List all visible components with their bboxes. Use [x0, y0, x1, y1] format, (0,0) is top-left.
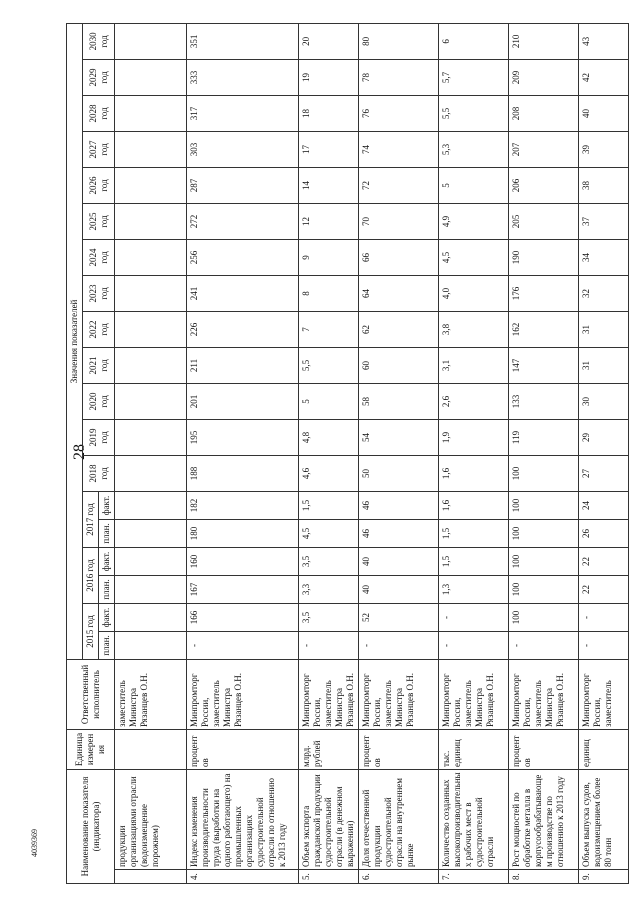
header-year: 2020 год	[83, 383, 115, 419]
value-cell: 5	[299, 383, 359, 419]
header-year: 2026 год	[83, 167, 115, 203]
indicators-table	[66, 23, 629, 884]
header-year: 2018 год	[83, 455, 115, 491]
value-cell: 5,5	[299, 347, 359, 383]
value-cell: 46	[359, 491, 439, 519]
header-year: 2027 год	[83, 131, 115, 167]
value-cell: 147	[509, 347, 579, 383]
value-cell: -	[579, 603, 629, 631]
table-row	[579, 23, 629, 883]
value-cell: 66	[359, 239, 439, 275]
value-cell: 46	[359, 519, 439, 547]
header-unit: Единица измерения	[67, 729, 115, 769]
header-year: 2021 год	[83, 347, 115, 383]
header-values-group: Значения показателей	[67, 23, 83, 659]
value-cell: 17	[299, 131, 359, 167]
value-cell: 351	[187, 23, 299, 59]
value-cell: 30	[579, 383, 629, 419]
table-row	[439, 23, 509, 883]
row-number: 9.	[579, 870, 629, 884]
table-row	[299, 23, 359, 883]
value-cell: -	[439, 631, 509, 659]
row-number: 5.	[299, 870, 359, 884]
value-cell: 31	[579, 347, 629, 383]
indicator-name: Рост мощностей по обработке металла в корпусообрабатывающем производстве по отношению к 2013 году	[509, 769, 579, 869]
unit-cell: тыс. единиц	[439, 729, 509, 769]
indicator-name: Доля отечественной продукции судостроительной отрасли на внутреннем рынке	[359, 769, 439, 869]
value-cell: 22	[579, 575, 629, 603]
unit-cell: процентов	[509, 729, 579, 769]
value-cell: 58	[359, 383, 439, 419]
header-plan: план.	[99, 631, 115, 659]
header-indicator-name: Наименование показателя (индикатора)	[67, 769, 115, 883]
value-cell: 7	[299, 311, 359, 347]
value-cell: 2,6	[439, 383, 509, 419]
value-cell: 182	[187, 491, 299, 519]
value-cell: 37	[579, 203, 629, 239]
value-cell: 119	[509, 419, 579, 455]
header-responsible: Ответственный исполнитель	[67, 659, 115, 729]
value-cell: 303	[187, 131, 299, 167]
header-fact: факт.	[99, 491, 115, 519]
value-cell: 22	[579, 547, 629, 575]
value-cell: 38	[579, 167, 629, 203]
row-number: 7.	[439, 870, 509, 884]
value-cell: 1,5	[439, 547, 509, 575]
value-cell: 3,5	[299, 603, 359, 631]
value-cell: -	[299, 631, 359, 659]
value-cell: 18	[299, 95, 359, 131]
row-number: 8.	[509, 870, 579, 884]
indicator-name: Количество созданных высокопроизводительных рабочих мест в судостроительной отрасли	[439, 769, 509, 869]
value-cell: 317	[187, 95, 299, 131]
header-year: 2022 год	[83, 311, 115, 347]
value-cell: 50	[359, 455, 439, 491]
value-cell: 62	[359, 311, 439, 347]
unit-cell: единиц	[579, 729, 629, 769]
value-cell: 8	[299, 275, 359, 311]
value-cell: -	[439, 603, 509, 631]
row-number: 6.	[359, 870, 439, 884]
indicator-name: продукции организациями отрасли (водоизмещение порожнем)	[115, 769, 187, 869]
value-cell: 4,5	[439, 239, 509, 275]
value-cell: 100	[509, 491, 579, 519]
value-cell: 4,0	[439, 275, 509, 311]
value-cell: 190	[509, 239, 579, 275]
row-number: 4.	[187, 870, 299, 884]
indicator-name: Объем экспорта гражданской продукции судостроительной отрасли (в денежном выражении)	[299, 769, 359, 869]
responsible-cell: Минпромторг России, заместитель Министра Рязанцев О.Н.	[359, 659, 439, 729]
value-cell: 3,8	[439, 311, 509, 347]
value-cell: 1,6	[439, 491, 509, 519]
value-cell: 14	[299, 167, 359, 203]
header-year: 2025 год	[83, 203, 115, 239]
responsible-cell: Минпромторг России, заместитель Министра Рязанцев О.Н.	[439, 659, 509, 729]
rotated-table-container	[66, 24, 640, 884]
value-cell: 4,5	[299, 519, 359, 547]
value-cell: 256	[187, 239, 299, 275]
value-cell: 241	[187, 275, 299, 311]
value-cell: 211	[187, 347, 299, 383]
value-cell: 3,5	[299, 547, 359, 575]
value-cell: 40	[359, 575, 439, 603]
indicator-name: Объем выпуска судов, водоизмещением более 80 тонн	[579, 769, 629, 869]
value-cell: -	[509, 631, 579, 659]
responsible-cell: Минпромторг России, заместитель Министра Рязанцев О.Н.	[187, 659, 299, 729]
header-fact: факт.	[99, 547, 115, 575]
header-year: 2029 год	[83, 59, 115, 95]
value-cell: 4,8	[299, 419, 359, 455]
value-cell: 60	[359, 347, 439, 383]
value-cell: 1,5	[299, 491, 359, 519]
value-cell: 9	[299, 239, 359, 275]
value-cell: 31	[579, 311, 629, 347]
value-cell: 80	[359, 23, 439, 59]
value-cell: 20	[299, 23, 359, 59]
value-cell: 40	[579, 95, 629, 131]
value-cell: 29	[579, 419, 629, 455]
value-cell: 206	[509, 167, 579, 203]
value-cell: 226	[187, 311, 299, 347]
value-cell: 39	[579, 131, 629, 167]
value-cell: 1,3	[439, 575, 509, 603]
header-year: 2023 год	[83, 275, 115, 311]
value-cell: 100	[509, 455, 579, 491]
value-cell: 333	[187, 59, 299, 95]
header-plan: план.	[99, 575, 115, 603]
value-cell: 4,6	[299, 455, 359, 491]
value-cell: 19	[299, 59, 359, 95]
value-cell: 162	[509, 311, 579, 347]
unit-cell: млрд. рублей	[299, 729, 359, 769]
value-cell: 3,1	[439, 347, 509, 383]
document-code: 4039369	[30, 829, 39, 857]
table-row	[359, 23, 439, 883]
responsible-cell: Минпромторг России, заместитель Министра Рязанцев О.Н.	[299, 659, 359, 729]
value-cell: 176	[509, 275, 579, 311]
unit-cell: процентов	[359, 729, 439, 769]
value-cell: 5,3	[439, 131, 509, 167]
header-year-2015: 2015 год	[83, 603, 99, 659]
table-row-continuation	[115, 23, 187, 883]
header-year-2016: 2016 год	[83, 547, 99, 603]
value-cell: 3,3	[299, 575, 359, 603]
value-cell: 74	[359, 131, 439, 167]
table-body	[115, 23, 629, 883]
value-cell: 5,7	[439, 59, 509, 95]
header-year: 2028 год	[83, 95, 115, 131]
value-cell: 100	[509, 603, 579, 631]
value-cell: 100	[509, 519, 579, 547]
value-cell: 201	[187, 383, 299, 419]
value-cell: 180	[187, 519, 299, 547]
value-cell: 272	[187, 203, 299, 239]
value-cell: 24	[579, 491, 629, 519]
value-cell: 208	[509, 95, 579, 131]
value-cell: 78	[359, 59, 439, 95]
header-year: 2019 год	[83, 419, 115, 455]
value-cell: 133	[509, 383, 579, 419]
value-cell: 209	[509, 59, 579, 95]
value-cell: 12	[299, 203, 359, 239]
responsible-cell: Минпромторг России, заместитель Министра Рязанцев О.Н.	[509, 659, 579, 729]
value-cell: 195	[187, 419, 299, 455]
value-cell: 166	[187, 603, 299, 631]
value-cell: 54	[359, 419, 439, 455]
indicator-name: Индекс изменения производительности труда (выработки на одного работающего) на промышленных организациях судостроительной отрасли по отношению к 2013 году	[187, 769, 299, 869]
value-cell: 287	[187, 167, 299, 203]
header-year-2017: 2017 год	[83, 491, 99, 547]
value-cell: 27	[579, 455, 629, 491]
value-cell: 76	[359, 95, 439, 131]
value-cell: 100	[509, 547, 579, 575]
header-fact: факт.	[99, 603, 115, 631]
unit-cell: процентов	[187, 729, 299, 769]
value-cell: 1,5	[439, 519, 509, 547]
value-cell: 188	[187, 455, 299, 491]
value-cell: 72	[359, 167, 439, 203]
value-cell: 160	[187, 547, 299, 575]
value-cell: 6	[439, 23, 509, 59]
value-cell: 1,6	[439, 455, 509, 491]
value-cell: 5	[439, 167, 509, 203]
value-cell: 207	[509, 131, 579, 167]
value-cell: 42	[579, 59, 629, 95]
value-cell: 26	[579, 519, 629, 547]
value-cell: 32	[579, 275, 629, 311]
value-cell: 5,5	[439, 95, 509, 131]
value-cell: 34	[579, 239, 629, 275]
header-year: 2030 год	[83, 23, 115, 59]
value-cell: 64	[359, 275, 439, 311]
value-cell: 1,9	[439, 419, 509, 455]
value-cell: -	[579, 631, 629, 659]
value-cell: 70	[359, 203, 439, 239]
responsible-cell: Минпромторг России, заместитель	[579, 659, 629, 729]
value-cell: 52	[359, 603, 439, 631]
page-number: 28	[71, 444, 88, 460]
value-cell: 205	[509, 203, 579, 239]
value-cell: 100	[509, 575, 579, 603]
header-year: 2024 год	[83, 239, 115, 275]
value-cell: 167	[187, 575, 299, 603]
value-cell: -	[187, 631, 299, 659]
header-plan: план.	[99, 519, 115, 547]
responsible-cell: заместитель Министра Рязанцев О.Н.	[115, 659, 187, 729]
value-cell: 4,9	[439, 203, 509, 239]
value-cell: 210	[509, 23, 579, 59]
table-row	[509, 23, 579, 883]
table-row	[187, 23, 299, 883]
value-cell: -	[359, 631, 439, 659]
value-cell: 43	[579, 23, 629, 59]
value-cell: 40	[359, 547, 439, 575]
